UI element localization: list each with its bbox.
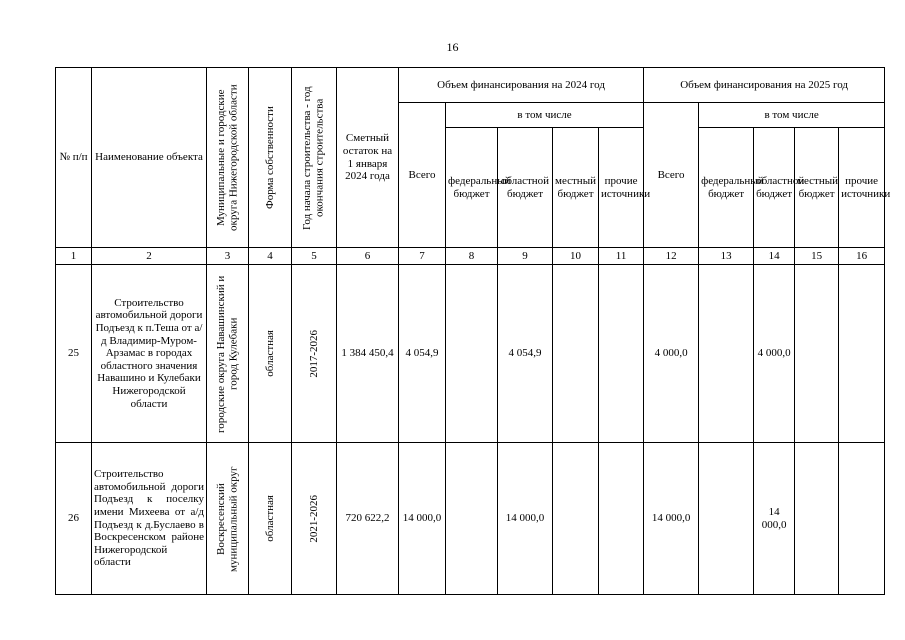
row-federal-2024 — [446, 265, 498, 443]
column-number-row — [56, 248, 885, 265]
row-local-2024 — [553, 265, 599, 443]
row-total-2024: 4 054,9 — [399, 265, 446, 443]
row-regional-2025: 4 000,0 — [754, 265, 795, 443]
row-municipal: Воскресенский муниципальный округ — [207, 443, 249, 595]
column-number: 9 — [498, 248, 553, 265]
row-ownership: областная — [249, 443, 292, 595]
column-number: 1 — [56, 248, 92, 265]
column-number: 4 — [249, 248, 292, 265]
header-total-2025: Всего — [644, 103, 699, 248]
header-including-2025: в том числе — [699, 103, 885, 128]
page-number: 16 — [446, 40, 459, 54]
header-other-2024: прочие источники — [599, 128, 644, 248]
row-name: Строительство автомобильной дороги Подъезд к поселку имени Михеева от а/д Подъезд к д.Буслаево в Воскресенском районе Нижегородской области — [92, 443, 207, 595]
column-number: 8 — [446, 248, 498, 265]
row-total-2025: 14 000,0 — [644, 443, 699, 595]
column-number: 7 — [399, 248, 446, 265]
column-number: 5 — [292, 248, 337, 265]
header-including-2024: в том числе — [446, 103, 644, 128]
row-name: Строительство автомобильной дороги Подъезд к п.Теша от а/д Владимир-Муром-Арзамас в городах областного значения Навашино и Кулебаки Нижегородской области — [92, 265, 207, 443]
header-federal-2025: федеральный бюджет — [699, 128, 754, 248]
row-other-2024 — [599, 265, 644, 443]
header-ownership: Форма собственности — [249, 68, 292, 248]
table-row — [56, 443, 885, 595]
row-total-2025: 4 000,0 — [644, 265, 699, 443]
column-number: 12 — [644, 248, 699, 265]
header-estimate: Сметный остаток на 1 января 2024 года — [337, 68, 399, 248]
row-regional-2024: 14 000,0 — [498, 443, 553, 595]
column-number: 16 — [839, 248, 885, 265]
row-total-2024: 14 000,0 — [399, 443, 446, 595]
row-years: 2017-2026 — [292, 265, 337, 443]
column-number: 15 — [795, 248, 839, 265]
row-local-2024 — [553, 443, 599, 595]
header-local-2024: местный бюджет — [553, 128, 599, 248]
row-other-2025 — [839, 265, 885, 443]
column-number: 6 — [337, 248, 399, 265]
header-name: Наименование объекта — [92, 68, 207, 248]
row-years: 2021-2026 — [292, 443, 337, 595]
row-num: 25 — [56, 265, 92, 443]
row-num: 26 — [56, 443, 92, 595]
header-municipal: Муниципальные и городские округа Нижегородской области — [207, 68, 249, 248]
column-number: 11 — [599, 248, 644, 265]
header-local-2025: местный бюджет — [795, 128, 839, 248]
row-ownership: областная — [249, 265, 292, 443]
header-total-2024: Всего — [399, 103, 446, 248]
row-local-2025 — [795, 265, 839, 443]
row-federal-2025 — [699, 443, 754, 595]
row-local-2025 — [795, 443, 839, 595]
column-number: 3 — [207, 248, 249, 265]
column-number: 10 — [553, 248, 599, 265]
column-number: 2 — [92, 248, 207, 265]
header-federal-2024: федеральный бюджет — [446, 128, 498, 248]
row-other-2025 — [839, 443, 885, 595]
header-regional-2025: областной бюджет — [754, 128, 795, 248]
row-federal-2024 — [446, 443, 498, 595]
header-fin-2024: Объем финансирования на 2024 год — [399, 68, 644, 103]
row-municipal: городские округа Навашинский и город Кулебаки — [207, 265, 249, 443]
column-number: 14 — [754, 248, 795, 265]
row-regional-2024: 4 054,9 — [498, 265, 553, 443]
table-row — [56, 265, 885, 443]
header-row-1 — [56, 68, 885, 103]
column-number: 13 — [699, 248, 754, 265]
row-estimate: 1 384 450,4 — [337, 265, 399, 443]
header-other-2025: прочие источники — [839, 128, 885, 248]
row-regional-2025: 14 000,0 — [754, 443, 795, 595]
financing-table — [55, 67, 891, 595]
header-regional-2024: областной бюджет — [498, 128, 553, 248]
header-num: № п/п — [56, 68, 92, 248]
row-federal-2025 — [699, 265, 754, 443]
header-fin-2025: Объем финансирования на 2025 год — [644, 68, 885, 103]
row-other-2024 — [599, 443, 644, 595]
header-years: Год начала строительства - год окончания строительства — [292, 68, 337, 248]
row-estimate: 720 622,2 — [337, 443, 399, 595]
